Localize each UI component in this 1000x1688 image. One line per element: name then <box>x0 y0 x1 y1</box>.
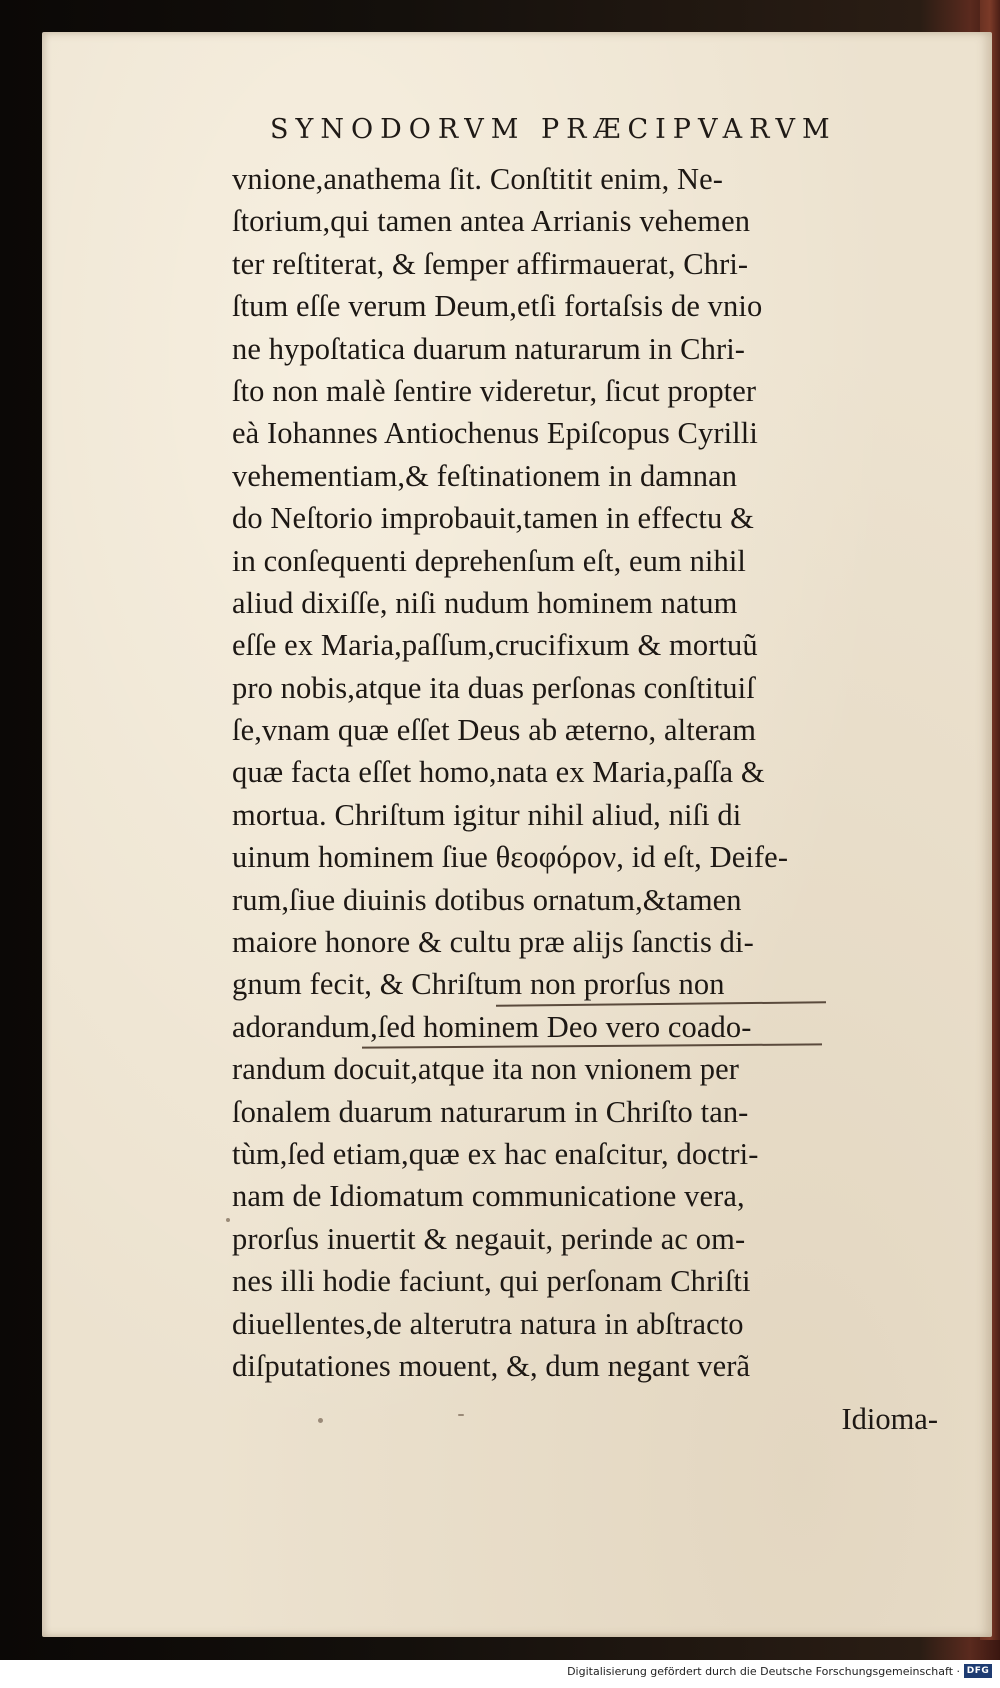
text-line: nes illi hodie faciunt, qui perſonam Chriſti <box>232 1264 751 1299</box>
text-line: diuellentes,de alterutra natura in abſtracto <box>232 1306 744 1341</box>
text-line: nam de Idiomatum communicatione vera, <box>232 1179 745 1214</box>
text-line: gnum fecit, & Chriſtum non prorſus non <box>232 967 725 1002</box>
text-line: diſputationes mouent, &, dum negant verã <box>232 1348 751 1383</box>
text-line: aliud dixiſſe, niſi nudum hominem natum <box>232 585 738 620</box>
paper-speck <box>318 1418 323 1423</box>
catchword: Idioma- <box>841 1402 938 1436</box>
text-line: ſe,vnam quæ eſſet Deus ab æterno, alteram <box>232 713 757 748</box>
text-line: prorſus inuertit & negauit, perinde ac om- <box>232 1221 746 1256</box>
text-line: in conſequenti deprehenſum eſt, eum nihil <box>232 543 746 578</box>
text-line: rum,ſiue diuinis dotibus ornatum,&tamen <box>232 882 742 917</box>
text-line: ſonalem duarum naturarum in Chriſto tan- <box>232 1094 749 1129</box>
text-line: ſto non malè ſentire videretur, ſicut propter <box>232 373 757 408</box>
dfg-logo: DFG <box>964 1664 992 1678</box>
text-line: vehementiam,& feſtinationem in damnan <box>232 458 738 493</box>
digitization-footer <box>0 1660 1000 1688</box>
text-line: ter reſtiterat, & ſemper affirmauerat, Chri- <box>232 246 749 281</box>
text-line: adorandum,ſed hominem Deo vero coado- <box>232 1009 752 1044</box>
running-head: SYNODORVM PRÆCIPVARVM <box>270 114 837 145</box>
text-line: eà Iohannes Antiochenus Epiſcopus Cyrilli <box>232 416 758 451</box>
text-line: quæ facta eſſet homo,nata ex Maria,paſſa & <box>232 755 765 790</box>
text-line: ſtorium,qui tamen antea Arrianis vehemen <box>232 204 751 239</box>
text-line: vnione,anathema ſit. Conſtitit enim, Ne- <box>232 162 724 196</box>
text-line: eſſe ex Maria,paſſum,crucifixum & mortuũ <box>232 628 758 663</box>
text-line: ne hypoſtatica duarum naturarum in Chri- <box>232 331 746 366</box>
text-line: mortua. Chriſtum igitur nihil aliud, niſi di <box>232 797 742 832</box>
text-line: uinum hominem ſiue θεοφόρον, id eſt, Deife- <box>232 840 789 875</box>
footer-credit: Digitalisierung gefördert durch die Deutsche Forschungsgemeinschaft · <box>567 1665 960 1678</box>
text-line: maiore honore & cultu præ alijs ſanctis di- <box>232 925 754 960</box>
text-line: do Neſtorio improbauit,tamen in effectu & <box>232 501 754 536</box>
body-text <box>232 158 952 1387</box>
paper-speck <box>458 1414 464 1416</box>
text-line: pro nobis,atque ita duas perſonas conſtituiſ <box>232 670 755 705</box>
paper-speck <box>226 1218 230 1222</box>
text-line: randum docuit,atque ita non vnionem per <box>232 1052 740 1087</box>
text-line: ſtum eſſe verum Deum,etſi fortaſsis de vnio <box>232 289 763 324</box>
text-line: tùm,ſed etiam,quæ ex hac enaſcitur, doctri- <box>232 1136 759 1171</box>
